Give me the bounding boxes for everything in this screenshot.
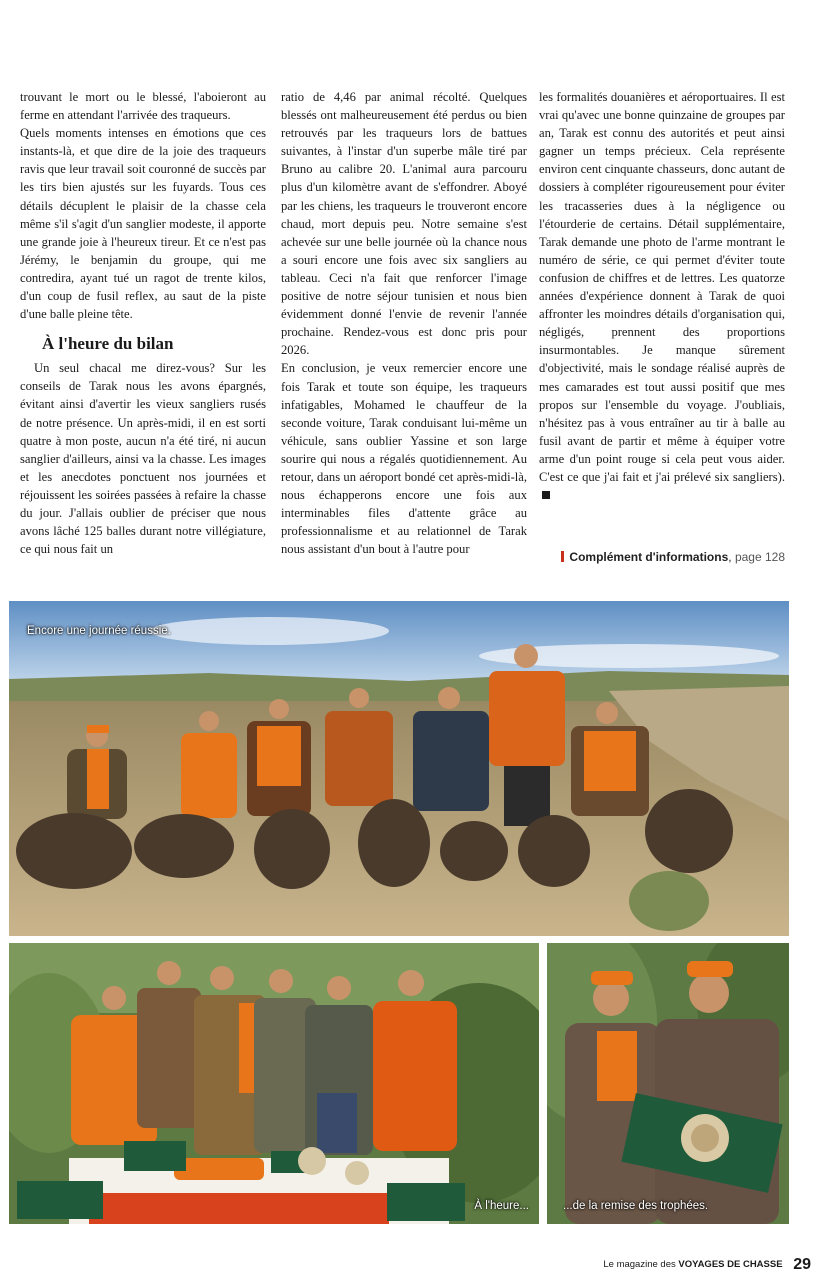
paragraph: Quels moments intenses en émotions que ces instants-là, et que dire de la joie des traqueurs ravis que leur travail soit couronné de succès par les tirs bien ajustés sur les fuyards. Tous ces détails décuplent le plaisir de la chasse cela même s'il s'agit d'un sanglier modeste, il apporte une grande joie à l'heureux tireur. Et ce n'est pas Jérémy, le benjamin du groupe, qui me contredira, ayant tué un ragot de trente kilos, d'un coup de fusil reflex, au saut de la piste d'une balle pleine tête. [20, 126, 266, 322]
paragraph: ratio de 4,46 par animal récolté. Quelques blessés ont malheureusement été perdus ou bien retrouvés par les traqueurs lors de battues suivantes, à l'instar d'un superbe mâle tiré par Bruno au calibre 20. L'animal aura parcouru plus d'un kilomètre avant de s'effondrer. Aboyé par les chiens, les traqueurs le trouveront encore chaud, mort depuis peu. Notre semaine s'est achevée sur une belle journée où la chance nous a souri encore une fois avec six sangliers au tableau. Ceci n'a fait que renforcer l'image positive de notre séjour tunisien et nous bien évidemment donné l'envie de revenir l'année prochaine. Rendez-vous est donc pris pour 2026. [281, 90, 527, 358]
article-column-2 [281, 88, 527, 558]
caption-right: ...de la remise des trophées. [563, 1200, 709, 1212]
paragraph: En conclusion, je veux remercier encore une fois Tarak et toute son équipe, les traqueurs infatigables, Mohamed le chauffeur de la seconde voiture, Tarak conduisant lui-même un véhicule, sans oublier Yassine et son large sourire qui nous a régalés quotidiennement. Au retour, dans un aéroport bondé cet après-midi-là, nous échapperons encore une fois aux interminables files d'attente grâce au professionnalisme et au relationnel de Tarak nous assistant d'un bout à l'autre pour [281, 361, 527, 557]
paragraph-text: les formalités douanières et aéroportuaires. Il est vrai qu'avec une bonne quinzaine de groupes par an, Tarak est connu des autorités et peut ainsi gagner un temps précieux. Cela représente environ cent cinquante chasseurs, donc autant de dossiers à compléter rigoureusement pour éviter les tracasseries dues à la négligence ou l'étourderie de certains. Détail supplémentaire, Tarak demande une photo de l'arme montrant le numéro de série, ce qui permet d'éviter toute confusion de chiffres et de lettres. Les quatorze années d'expérience donnent à Tarak de quoi affronter les moindres détails d'organisation qui, négligés, prennent des proportions insurmontables. Je manque sûrement d'objectivité, mais le sondage réalisé auprès de mes camarades est tout aussi positif que mes propos sur l'ensemble du voyage. J'oubliais, n'hésitez pas à vous entraîner au tir à balle au fusil avant de partir et même à équiper votre arme d'un point rouge si cela peut vous aider. C'est ce que j'ai fait et j'ai prélevé six sangliers). [539, 90, 785, 484]
end-of-article-icon [542, 491, 550, 499]
footer-prefix: Le magazine des [603, 1259, 676, 1270]
complement-label: Complément d'informations [569, 550, 729, 564]
photo-group-with-boars [9, 601, 789, 936]
paragraph [539, 88, 785, 504]
caption-main: Encore une journée réussie. [27, 625, 171, 637]
photo-group-trophies [9, 943, 539, 1224]
paragraph: trouvant le mort ou le blessé, l'aboieront au ferme en attendant l'arrivée des traqueurs. [20, 90, 266, 123]
page-footer [603, 1256, 811, 1274]
accent-bar-icon [561, 551, 564, 562]
section-subhead: À l'heure du bilan [42, 334, 174, 354]
page-number: 29 [793, 1256, 811, 1273]
complement-info-link[interactable]: Complément d'informations, page 128 [561, 550, 785, 564]
article-column-3 [539, 88, 785, 504]
article-column-1 [20, 88, 266, 558]
paragraph: Un seul chacal me direz-vous? Sur les conseils de Tarak nous les avons épargnés, évitant ainsi d'avertir les vieux sangliers rusés de notre présence. Un après-midi, il en est sorti quatre à mon poste, aucun n'a été tiré, ni aucun sanglier d'ailleurs, ainsi va la chasse. Les images et les anecdotes ponctuent nos journées et réjouissent les soirées passées à refaire la chasse du jour. J'allais oublier de préciser que nous avons lâché 125 balles durant notre villégiature, ce qui nous fait un [20, 361, 266, 557]
magazine-title: VOYAGES DE CHASSE [678, 1259, 783, 1270]
photo-trophy-presentation [547, 943, 789, 1224]
caption-left: À l'heure... [474, 1200, 529, 1212]
complement-page: page 128 [734, 550, 785, 564]
